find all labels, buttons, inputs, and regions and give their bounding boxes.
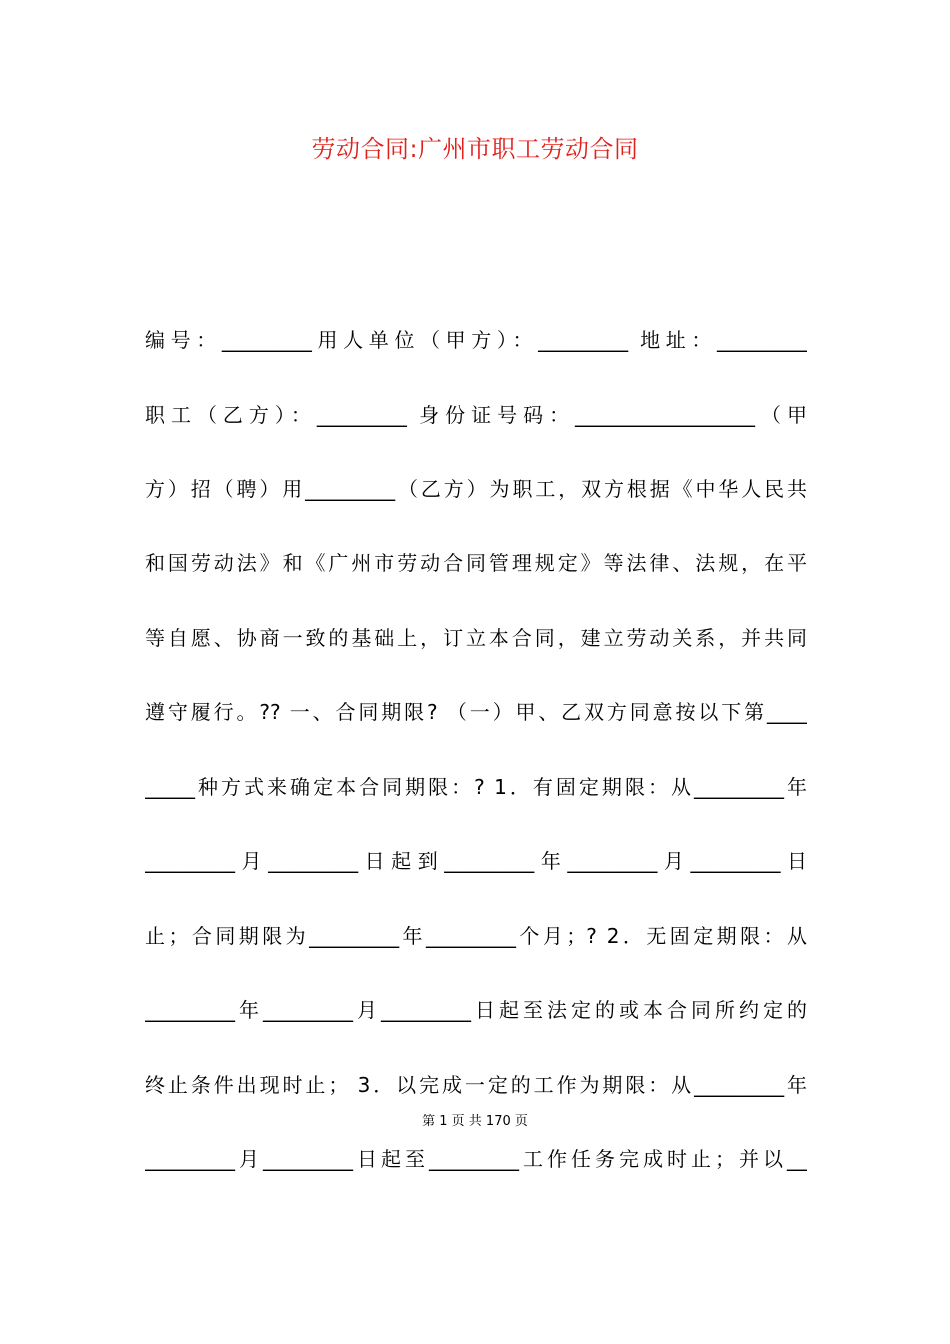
body-line-5: 等自愿、协商一致的基础上，订立本合同，建立劳动关系，并共同 — [145, 626, 807, 650]
document-title: 劳动合同:广州市职工劳动合同 — [311, 135, 639, 163]
body-line-6: 遵守履行。?? 一、合同期限? （一）甲、乙双方同意按以下第____ — [145, 700, 807, 724]
body-line-1: 编号：_________用人单位（甲方）：_________ 地址：_________ — [145, 328, 807, 352]
body-line-4: 和国劳动法》和《广州市劳动合同管理规定》等法律、法规，在平 — [145, 551, 807, 575]
body-line-8: _________月_________日起到_________年_________月_________日 — [145, 849, 807, 873]
body-line-7: _____种方式来确定本合同期限：? 1．有固定期限：从_________年 — [145, 775, 807, 799]
body-line-3: 方）招（聘）用_________（乙方）为职工，双方根据《中华人民共 — [145, 477, 807, 501]
body-line-2: 职工（乙方）：_________ 身份证号码：__________________（甲 — [145, 403, 807, 427]
page-footer: 第 1 页 共 170 页 — [422, 1114, 528, 1129]
body-line-10: _________年_________月_________日起至法定的或本合同所约定的 — [145, 998, 807, 1022]
body-line-12: _________月_________日起至_________工作任务完成时止；并以__ — [145, 1147, 807, 1171]
body-line-9: 止；合同期限为_________年_________个月；? 2．无固定期限：从 — [145, 924, 807, 948]
body-line-11: 终止条件出现时止； 3．以完成一定的工作为期限：从_________年 — [145, 1073, 807, 1097]
